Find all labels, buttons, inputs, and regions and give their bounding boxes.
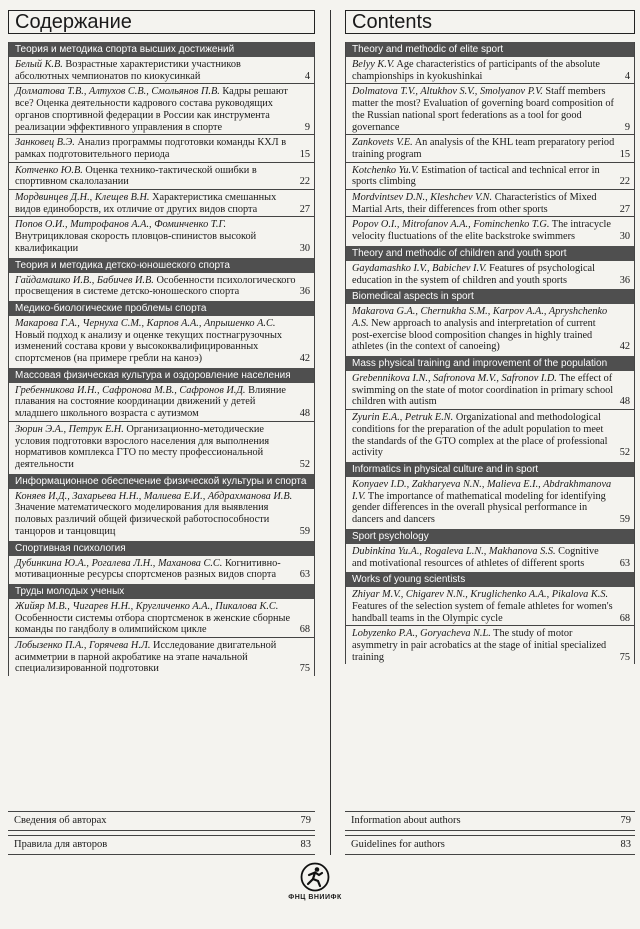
bottom-links-ru (8, 807, 315, 855)
entry-authors: Belyy K.V. (352, 59, 395, 70)
page-number: 36 (299, 286, 310, 298)
entry-authors: Gaydamashko I.V., Babichev I.V. (352, 262, 487, 274)
section-heading: Медико-биологические проблемы спорта (9, 301, 314, 316)
section-heading: Массовая физическая культура и оздоровление населения (9, 368, 314, 383)
toc-section (9, 541, 314, 582)
entry-authors: Жийяр М.В., Чигарев Н.Н., Кругличенко А.А., Пикалова К.С. (15, 600, 279, 612)
page-number: 63 (619, 557, 630, 569)
entry-authors: Гребенникова И.Н., Сафронова М.В., Сафронов И.Д. (15, 384, 246, 396)
entry-authors: Mordvintsev D.N., Kleshchev V.N. (352, 192, 493, 204)
page-number: 79 (300, 815, 311, 826)
logo-text: ФНЦ ВНИИФК (288, 894, 342, 901)
section-heading: Biomedical aspects in sport (346, 289, 634, 304)
page-number: 15 (299, 148, 310, 160)
entry-title: Age characteristics of participants of the absolute championships in kyokushinkai (352, 59, 600, 82)
toc-entry[interactable] (346, 190, 634, 217)
page-number: 59 (299, 525, 310, 537)
page-number: 9 (624, 121, 630, 133)
toc-bottom-link[interactable] (345, 835, 635, 855)
page-number: 83 (620, 839, 631, 850)
toc-section (346, 462, 634, 527)
entry-title: Staff members matter the most? Evaluation of governing board composition of the Russian national sport federations as a tool for good governance (352, 86, 614, 133)
entry-title: Особенности системы отбора спортсменок в женские сборные команды по гандболу в олимпийском цикле (15, 612, 291, 636)
entry-authors: Долматова Т.В., Алтухов С.В., Смольянов П.В. (15, 86, 220, 98)
entry-authors: Dubinkina Yu.A., Rogaleva L.N., Makhanova S.S. (352, 545, 556, 557)
entry-title: Features of the selection system of female athletes for women's handball teams in the Olympic cycle (352, 600, 613, 624)
toc-entry[interactable] (9, 383, 314, 422)
entry-title: Cognitive and motivational resources of athletes of different sports (352, 545, 599, 569)
toc-section (9, 584, 314, 676)
toc-entry[interactable] (9, 599, 314, 638)
page-number: 59 (619, 514, 630, 526)
toc-entry[interactable] (9, 190, 314, 217)
entry-authors: Дубинкина Ю.А., Рогалева Л.Н., Маханова С.С. (15, 557, 223, 569)
entry-authors: Grebennikova I.N., Safronova M.V., Safronov I.D. (352, 373, 557, 385)
entry-title: Когнитивно-мотивационные ресурсы спортсменов разных видов спорта (15, 557, 281, 581)
toc-entry[interactable] (346, 477, 634, 527)
entry-title: Estimation of tactical and technical error in sports climbing (352, 164, 600, 188)
toc-section (9, 474, 314, 539)
entry-authors: Popov O.I., Mitrofanov A.A., Fominchenko T.G. (352, 219, 550, 231)
section-heading: Works of young scientists (346, 572, 634, 587)
page-number: 36 (619, 274, 630, 286)
entry-authors: Занковец В.Э. (15, 137, 75, 149)
contents-title-ru: Содержание (8, 10, 315, 34)
toc-entry[interactable] (346, 217, 634, 243)
entry-title: New approach to analysis and interpretation of current post-exercise blood composition changes in highly trained athletes (in the context of canoeing) (352, 317, 596, 353)
toc-entry[interactable] (9, 57, 314, 84)
toc-bottom-link[interactable] (8, 835, 315, 855)
entry-title: The study of motor asymmetry in pair acrobatics at the stage of initial specialized training (352, 628, 607, 663)
page-number: 30 (299, 242, 310, 254)
section-heading: Theory and methodic of children and youth sport (346, 246, 634, 261)
toc-entry[interactable] (9, 217, 314, 255)
toc-entry[interactable] (9, 163, 314, 190)
section-heading: Теория и методика детско-юношеского спорта (9, 258, 314, 273)
bottom-link-label: Правила для авторов (14, 839, 108, 850)
sections-en (345, 42, 635, 664)
page-number: 22 (619, 176, 630, 188)
page-number: 30 (619, 231, 630, 243)
toc-section (346, 529, 634, 570)
page-number: 79 (620, 815, 631, 826)
page-number: 75 (299, 663, 310, 675)
toc-entry[interactable] (9, 489, 314, 539)
section-heading: Informatics in physical culture and in sport (346, 462, 634, 477)
toc-section (9, 301, 314, 366)
toc-entry[interactable] (346, 371, 634, 410)
publisher-logo (283, 862, 347, 901)
bottom-link-label: Guidelines for authors (351, 839, 445, 850)
entry-title: Анализ программы подготовки команды КХЛ в рамках подготовительного периода (15, 137, 287, 160)
toc-section (346, 289, 634, 354)
page-number: 52 (619, 447, 630, 459)
toc-entry[interactable] (9, 638, 314, 676)
page-number: 15 (619, 148, 630, 160)
entry-authors: Konyaev I.D., Zakharyeva N.N., Malieva E.I., Abdrakhmanova I.V. (352, 478, 612, 502)
toc-entry[interactable] (9, 422, 314, 472)
entry-title: Кадры решают все? Оценка деятельности кадрового состава руководящих органов спортивной федерации в России как инструмента реализации эффективного управления в спорте (15, 86, 288, 133)
entry-authors: Гайдамашко И.В., Бабичев И.В. (15, 274, 154, 286)
toc-section (9, 42, 314, 256)
entry-title: Возрастные характеристики участников абсолютных чемпионатов по киокусинкай (15, 59, 241, 82)
page-number: 63 (299, 569, 310, 581)
toc-section (9, 368, 314, 472)
page-number: 27 (299, 203, 310, 215)
russian-column (8, 10, 315, 855)
page-number: 68 (299, 624, 310, 636)
toc-section (9, 258, 314, 299)
page-number: 48 (619, 396, 630, 408)
entry-title: Внутрицикловая скорость пловцов-спинистов высокой квалификации (15, 231, 257, 254)
toc-entry[interactable] (9, 84, 314, 135)
page-number: 4 (304, 70, 310, 82)
entry-authors: Котченко Ю.В. (15, 164, 83, 176)
entry-title: Исследование двигательной асимметрии в парной акробатике на этапе начальной специализированной подготовки (15, 640, 277, 675)
entry-title: Значение математического моделирования для выявления половых различий общей физической работоспособности танцоров и танцовщиц (15, 502, 270, 537)
toc-entry[interactable] (346, 626, 634, 664)
entry-authors: Kotchenko Yu.V. (352, 164, 419, 176)
toc-entry[interactable] (346, 410, 634, 460)
entry-authors: Попов О.И., Митрофанов А.А., Фоминченко Т.Г. (15, 219, 227, 231)
toc-entry[interactable] (346, 84, 634, 135)
page-number: 42 (299, 353, 310, 365)
runner-logo-icon (300, 862, 330, 892)
page-number: 4 (624, 70, 630, 82)
section-heading: Mass physical training and improvement of the population (346, 356, 634, 371)
entry-title: Характеристика смешанных видов единоборств, их отличие от других видов спорта (15, 192, 277, 215)
toc-entry[interactable] (346, 304, 634, 354)
entry-title: Оценка технико-тактической ошибки в спортивном скалолазании (15, 164, 257, 188)
entry-authors: Макарова Г.А., Чернуха С.М., Карпов А.А., Апрышенко А.С. (15, 317, 276, 329)
page-number: 42 (619, 341, 630, 353)
entry-title: An analysis of the KHL team preparatory period training program (352, 137, 615, 160)
entry-title: The importance of mathematical modeling for identifying gender differences in the overall physical performance in dancers and dancers (352, 490, 606, 526)
toc-entry[interactable] (9, 556, 314, 582)
toc-entry[interactable] (346, 544, 634, 570)
page-number: 52 (299, 458, 310, 470)
entry-authors: Makarova G.A., Chernukha S.M., Karpov A.A., Apryshchenko A.S. (352, 306, 608, 329)
toc-entry[interactable] (346, 587, 634, 626)
toc-entry[interactable] (9, 273, 314, 299)
toc-entry[interactable] (346, 57, 634, 84)
column-divider (330, 10, 331, 855)
entry-title: Влияние плавания на состояние координации движений у детей младшего школьного возраста с аутизмом (15, 384, 286, 420)
toc-bottom-link[interactable] (8, 811, 315, 831)
toc-entry[interactable] (346, 163, 634, 190)
entry-title: Organizational and methodological conditions for the preparation of the adult population to meet the standards of the GTO complex at the place of professional activity (352, 412, 608, 459)
toc-bottom-link[interactable] (345, 811, 635, 831)
entry-title: The effect of swimming on the state of motor coordination in primary school children with autism (352, 373, 614, 408)
entry-authors: Коняев И.Д., Захарьева Н.Н., Малиева Е.И., Абдрахманова И.В. (15, 490, 293, 502)
toc-section (346, 246, 634, 287)
page-number: 48 (299, 408, 310, 420)
section-heading: Спортивная психология (9, 541, 314, 556)
section-heading: Theory and methodic of elite sport (346, 42, 634, 57)
entry-authors: Zhiyar M.V., Chigarev N.N., Kruglichenko A.A., Pikalova K.S. (352, 589, 609, 601)
sections-ru (8, 42, 315, 676)
bottom-link-label: Information about authors (351, 815, 461, 826)
section-heading: Теория и методика спорта высших достижений (9, 42, 314, 57)
toc-entry[interactable] (346, 261, 634, 287)
entry-authors: Лобызенко П.А., Горячева Н.Л. (15, 640, 151, 652)
bottom-links-en (345, 807, 635, 855)
entry-title: Организационно-методические условия подготовки взрослого населения для выполнения нормативов комплекса ГТО по месту профессиональной деятельности (15, 423, 270, 470)
bottom-link-label: Сведения об авторах (14, 815, 107, 826)
section-heading: Информационное обеспечение физической культуры и спорта (9, 474, 314, 489)
page-number: 83 (300, 839, 311, 850)
entry-title: Features of psychological education in the system of children and youth sports (352, 262, 595, 286)
toc-entry[interactable] (346, 135, 634, 162)
toc-entry[interactable] (9, 135, 314, 162)
page-number: 27 (619, 203, 630, 215)
entry-authors: Zyurin E.A., Petruk E.N. (352, 412, 454, 424)
entry-title: Новый подход к анализу и оценке текущих постнагрузочных изменений состава крови у высококвалифицированных спортсменов (на примере гребли на каноэ) (15, 329, 283, 365)
entry-authors: Dolmatova T.V., Altukhov S.V., Smolyanov P.V. (352, 86, 543, 98)
section-heading: Труды молодых ученых (9, 584, 314, 599)
entry-authors: Мордвинцев Д.Н., Клещев В.Н. (15, 192, 150, 204)
contents-title-en: Contents (345, 10, 635, 34)
toc-entry[interactable] (9, 316, 314, 366)
entry-title: Особенности психологического просвещения в системе детско-юношеского спорта (15, 274, 296, 298)
toc-section (346, 42, 634, 244)
entry-authors: Зюрин Э.А., Петрук Е.Н. (15, 423, 124, 435)
entry-title: The intracycle velocity fluctuations of the elite backstroke swimmers (352, 219, 611, 243)
entry-authors: Lobyzenko P.A., Goryacheva N.L. (352, 628, 491, 640)
section-heading: Sport psychology (346, 529, 634, 544)
page-number: 75 (619, 651, 630, 663)
entry-authors: Белый К.В. (15, 59, 63, 70)
page-number: 9 (304, 121, 310, 133)
english-column (345, 10, 635, 855)
entry-title: Characteristics of Mixed Martial Arts, their differences from other sports (352, 192, 597, 215)
page-number: 68 (619, 612, 630, 624)
entry-authors: Zankovets V.E. (352, 137, 413, 149)
page-number: 22 (299, 176, 310, 188)
toc-section (346, 356, 634, 460)
toc-section (346, 572, 634, 664)
